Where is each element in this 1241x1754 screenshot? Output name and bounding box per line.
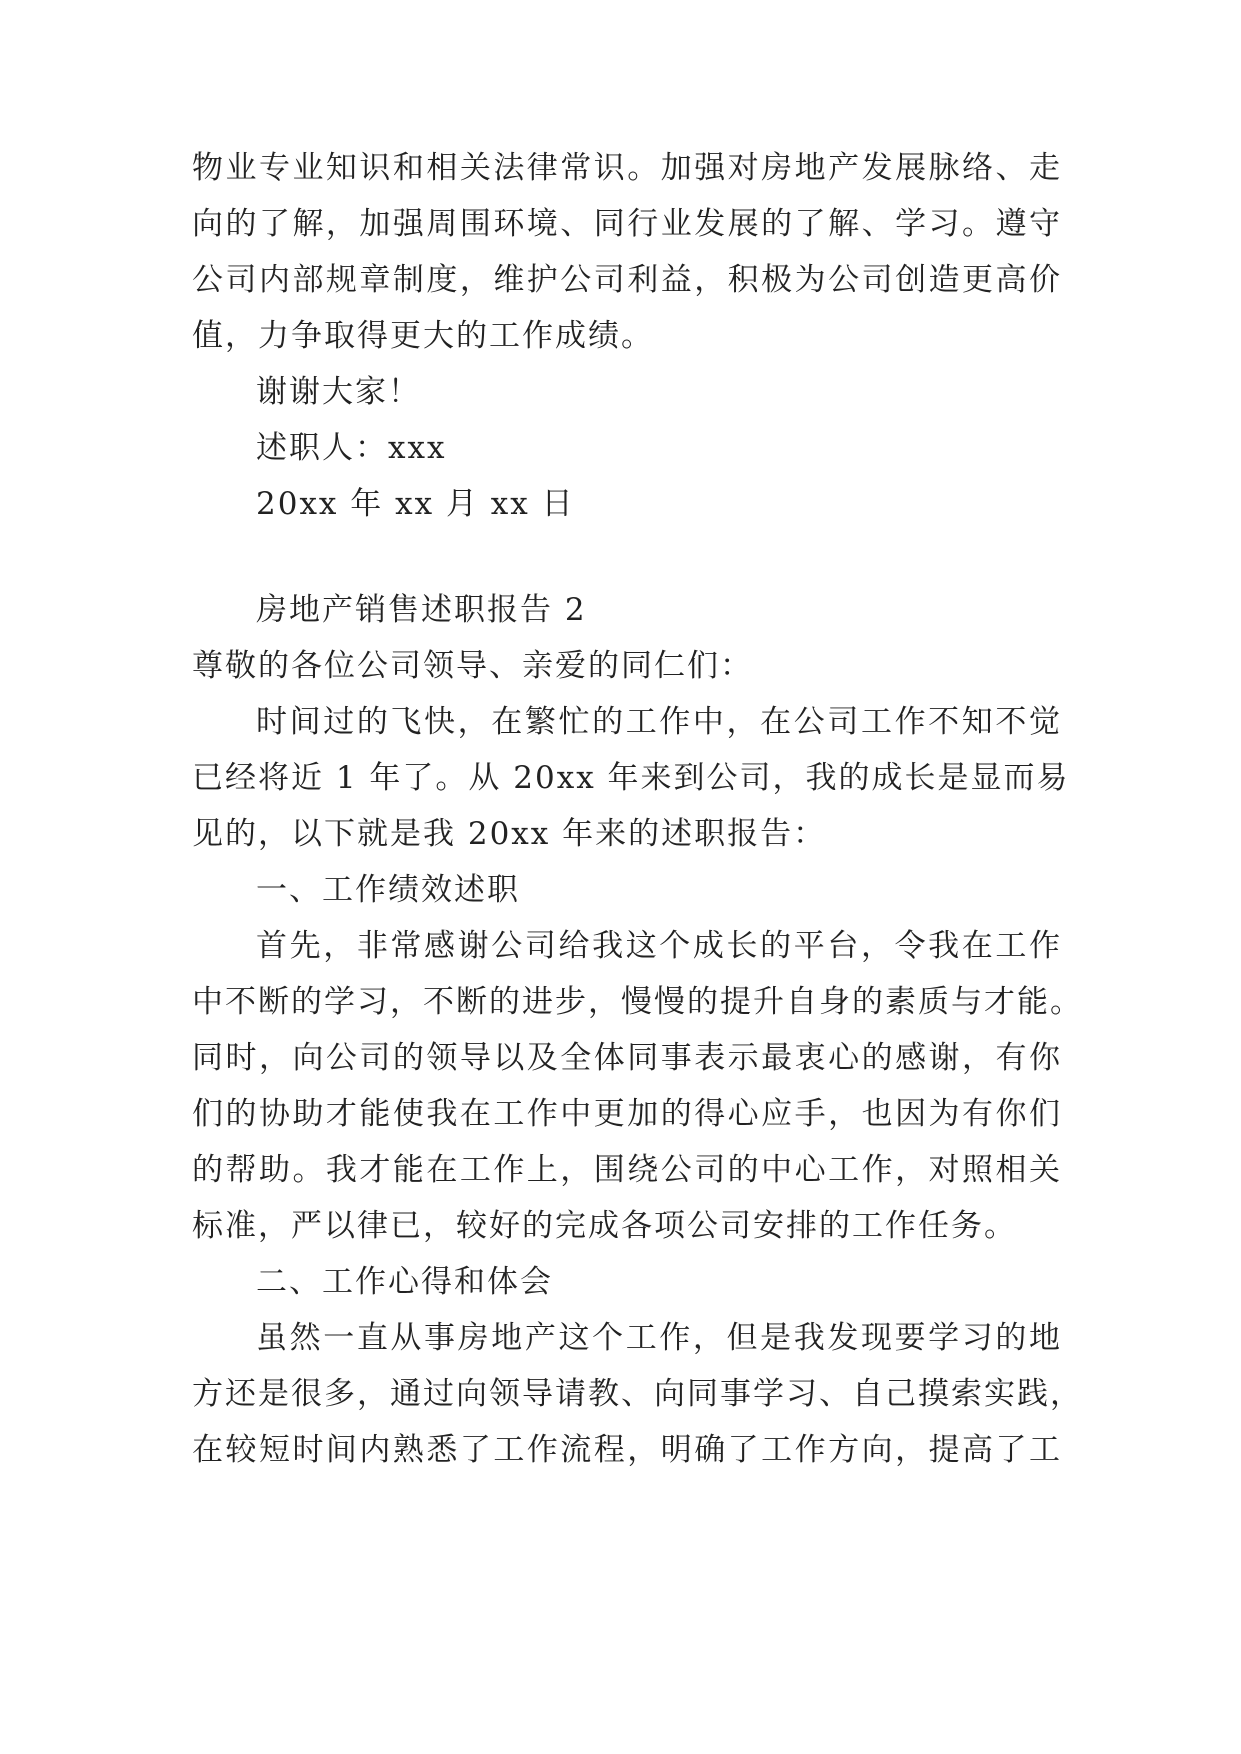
paragraph-line: 值，力争取得更大的工作成绩。 — [192, 318, 654, 354]
paragraph-line: 时间过的飞快，在繁忙的工作中，在公司工作不知不觉 — [256, 704, 1062, 740]
paragraph-line: 虽然一直从事房地产这个工作，但是我发现要学习的地 — [256, 1320, 1062, 1356]
paragraph-line: 见的，以下就是我 20xx 年来的述职报告： — [192, 816, 827, 852]
paragraph-line: 们的协助才能使我在工作中更加的得心应手，也因为有你们 — [192, 1096, 1062, 1132]
paragraph-line: 的帮助。我才能在工作上，围绕公司的中心工作，对照相关 — [192, 1152, 1062, 1188]
paragraph-line: 方还是很多，通过向领导请教、向同事学习、自己摸索实践， — [192, 1376, 1083, 1412]
paragraph-line: 已经将近 1 年了。从 20xx 年来到公司，我的成长是显而易 — [192, 760, 1070, 796]
paragraph-line: 中不断的学习，不断的进步，慢慢的提升自身的素质与才能。 — [192, 984, 1083, 1020]
paragraph-line: 在较短时间内熟悉了工作流程，明确了工作方向，提高了工 — [192, 1432, 1062, 1468]
paragraph-line: 向的了解，加强周围环境、同行业发展的了解、学习。遵守 — [192, 206, 1062, 242]
section-title: 房地产销售述职报告 2 — [256, 592, 587, 628]
closing-thanks: 谢谢大家！ — [256, 374, 421, 410]
paragraph-line: 标准，严以律已，较好的完成各项公司安排的工作任务。 — [192, 1208, 1017, 1244]
heading-work-performance: 一、工作绩效述职 — [256, 872, 520, 908]
paragraph-line: 首先，非常感谢公司给我这个成长的平台，令我在工作 — [256, 928, 1062, 964]
date-line: 20xx 年 xx 月 xx 日 — [256, 486, 575, 522]
signer-line: 述职人：xxx — [256, 430, 447, 466]
paragraph-line: 同时，向公司的领导以及全体同事表示最衷心的感谢，有你 — [192, 1040, 1062, 1076]
heading-work-experience: 二、工作心得和体会 — [256, 1264, 553, 1300]
paragraph-line: 物业专业知识和相关法律常识。加强对房地产发展脉络、走 — [192, 150, 1062, 186]
paragraph-line: 公司内部规章制度，维护公司利益，积极为公司创造更高价 — [192, 262, 1062, 298]
salutation: 尊敬的各位公司领导、亲爱的同仁们： — [192, 648, 753, 684]
